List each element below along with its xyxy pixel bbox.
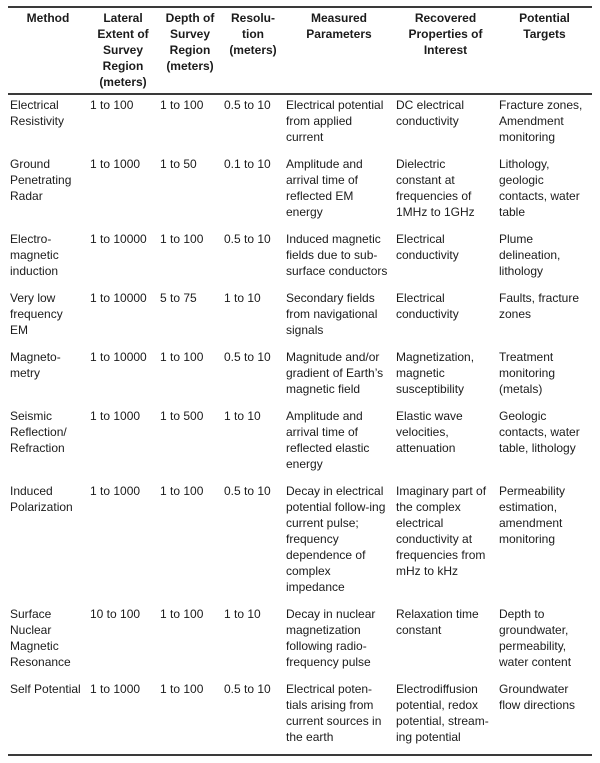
table-cell-measured-parameters: Induced magnetic fields due to sub-surface conductors <box>286 232 388 278</box>
table-row <box>8 94 592 154</box>
table-cell-resolution: 0.5 to 10 <box>224 232 271 246</box>
column-header-measured-parameters: Measured Parameters <box>284 7 394 94</box>
column-header-resolution: Resolu-tion (meters) <box>222 7 284 94</box>
table-cell-method: Magneto-metry <box>10 350 61 380</box>
table-cell-method: Self Potential <box>10 682 81 696</box>
table-cell-recovered-properties: Dielectric constant at frequencies of 1MHz to 1GHz <box>396 157 475 219</box>
column-header-method: Method <box>8 7 88 94</box>
table-cell-recovered-properties: DC electrical conductivity <box>396 98 465 128</box>
column-header-depth: Depth of Survey Region (meters) <box>158 7 222 94</box>
table-cell-recovered-properties: Imaginary part of the complex electrical conductivity at frequencies from mHz to kHz <box>396 484 487 578</box>
table-cell-recovered-properties: Relaxation time constant <box>396 607 479 637</box>
table-cell-method: Induced Polarization <box>10 484 73 514</box>
column-header-potential-targets: Potential Targets <box>497 7 592 94</box>
table-cell-depth: 1 to 100 <box>160 350 204 364</box>
table-cell-potential-targets: Fracture zones, Amendment monitoring <box>499 98 583 144</box>
table-cell-measured-parameters: Electrical poten-tials arising from current sources in the earth <box>286 682 382 744</box>
table-cell-measured-parameters: Magnitude and/or gradient of Earth’s magnetic field <box>286 350 384 396</box>
table-row <box>8 604 592 679</box>
table-cell-depth: 1 to 100 <box>160 232 204 246</box>
table-cell-resolution: 1 to 10 <box>224 607 261 621</box>
table-cell-lateral-extent: 1 to 1000 <box>90 682 141 696</box>
table-cell-recovered-properties: Electrical conductivity <box>396 232 459 262</box>
methods-table <box>8 6 592 756</box>
table-cell-resolution: 0.5 to 10 <box>224 484 271 498</box>
column-header-lateral-extent: Lateral Extent of Survey Region (meters) <box>88 7 158 94</box>
table-cell-method: Seismic Reflection/ Refraction <box>10 409 67 455</box>
table-header-row <box>8 7 592 94</box>
table-cell-potential-targets: Faults, fracture zones <box>499 291 580 321</box>
table-cell-potential-targets: Permeability estimation, amendment monitoring <box>499 484 566 546</box>
table-cell-method: Surface Nuclear Magnetic Resonance <box>10 607 71 669</box>
table-cell-recovered-properties: Magnetization, magnetic susceptibility <box>396 350 475 396</box>
table-cell-method: Ground Penetrating Radar <box>10 157 72 203</box>
table-cell-measured-parameters: Amplitude and arrival time of reflected elastic energy <box>286 409 370 471</box>
table-row <box>8 481 592 604</box>
table-cell-resolution: 0.1 to 10 <box>224 157 271 171</box>
table-cell-depth: 1 to 100 <box>160 484 204 498</box>
table-cell-measured-parameters: Decay in nuclear magnetization following radio-frequency pulse <box>286 607 376 669</box>
table-cell-potential-targets: Depth to groundwater, permeability, water content <box>499 607 572 669</box>
table-cell-lateral-extent: 1 to 1000 <box>90 409 141 423</box>
table-cell-depth: 5 to 75 <box>160 291 197 305</box>
table-row <box>8 288 592 347</box>
table-cell-measured-parameters: Secondary fields from navigational signals <box>286 291 378 337</box>
table-cell-depth: 1 to 100 <box>160 98 204 112</box>
table-cell-potential-targets: Geologic contacts, water table, lithology <box>499 409 580 455</box>
table-cell-lateral-extent: 10 to 100 <box>90 607 141 621</box>
table-cell-lateral-extent: 1 to 1000 <box>90 157 141 171</box>
table-cell-potential-targets: Lithology, geologic contacts, water table <box>499 157 580 219</box>
table-row <box>8 679 592 755</box>
table-cell-lateral-extent: 1 to 10000 <box>90 350 147 364</box>
table-cell-method: Electrical Resistivity <box>10 98 65 128</box>
column-header-recovered-properties: Recovered Properties of Interest <box>394 7 497 94</box>
table-body <box>8 94 592 755</box>
table-cell-measured-parameters: Amplitude and arrival time of reflected EM energy <box>286 157 363 219</box>
table-cell-lateral-extent: 1 to 10000 <box>90 232 147 246</box>
table-cell-resolution: 1 to 10 <box>224 409 261 423</box>
table-cell-lateral-extent: 1 to 1000 <box>90 484 141 498</box>
table-row <box>8 406 592 481</box>
table-cell-recovered-properties: Elastic wave velocities, attenuation <box>396 409 463 455</box>
table-cell-depth: 1 to 50 <box>160 157 197 171</box>
table-row <box>8 347 592 406</box>
table-row <box>8 154 592 229</box>
table-cell-potential-targets: Plume delineation, lithology <box>499 232 561 278</box>
table-cell-resolution: 0.5 to 10 <box>224 350 271 364</box>
table-cell-lateral-extent: 1 to 100 <box>90 98 134 112</box>
table-cell-resolution: 0.5 to 10 <box>224 98 271 112</box>
table-cell-method: Very low frequency EM <box>10 291 63 337</box>
table-cell-recovered-properties: Electrodiffusion potential, redox potential, stream-ing potential <box>396 682 489 744</box>
table-cell-recovered-properties: Electrical conductivity <box>396 291 459 321</box>
table-cell-resolution: 1 to 10 <box>224 291 261 305</box>
table-cell-potential-targets: Groundwater flow directions <box>499 682 576 712</box>
table-cell-measured-parameters: Electrical potential from applied current <box>286 98 384 144</box>
table-cell-resolution: 0.5 to 10 <box>224 682 271 696</box>
table-cell-method: Electro-magnetic induction <box>10 232 59 278</box>
table-cell-lateral-extent: 1 to 10000 <box>90 291 147 305</box>
table-cell-depth: 1 to 100 <box>160 607 204 621</box>
table-cell-measured-parameters: Decay in electrical potential follow-ing current pulse; frequency dependence of complex impedance <box>286 484 386 594</box>
table-cell-depth: 1 to 500 <box>160 409 204 423</box>
table-row <box>8 229 592 288</box>
table-cell-potential-targets: Treatment monitoring (metals) <box>499 350 556 396</box>
table-cell-depth: 1 to 100 <box>160 682 204 696</box>
